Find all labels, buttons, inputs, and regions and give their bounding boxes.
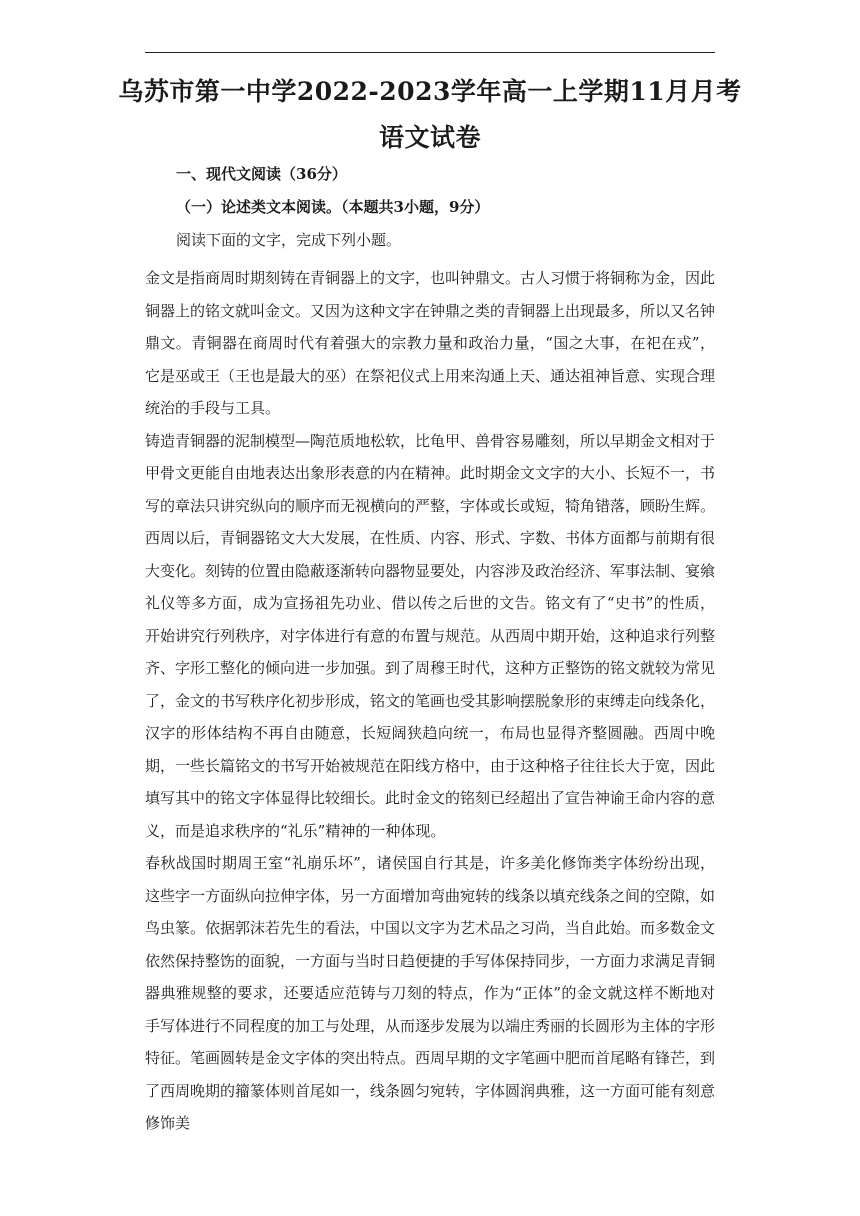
subsection-heading: （一）论述类文本阅读。（本题共3小题，9分） (176, 198, 490, 216)
exam-title-line1: 乌苏市第一中学2022-2023学年高一上学期11月月考 (118, 77, 742, 106)
passage-paragraph-1: 金文是指商周时期刻铸在青铜器上的文字，也叫钟鼎文。古人习惯于将铜称为金，因此铜器上的铭文就叫金文。又因为这种文字在钟鼎之类的青铜器上出现最多，所以又名钟鼎文。青铜器在商周时代有着强大的宗教力量和政治力量，“国之大事，在祀在戎”，它是巫或王（王也是最大的巫）在祭祀仪式上用来沟通上天、通达祖神旨意、实现合理统治的手段与工具。 (145, 269, 716, 417)
passage-paragraph-2: 铸造青铜器的泥制模型—陶范质地松软，比龟甲、兽骨容易雕刻，所以早期金文相对于甲骨文更能自由地表达出象形表意的内在精神。此时期金文文字的大小、长短不一，书写的章法只讲究纵向的顺序而无视横向的严整，字体或长或短，犄角错落，顾盼生辉。西周以后，青铜器铭文大大发展，在性质、内容、形式、字数、书体方面都与前期有很大变化。刻铸的位置由隐蔽逐渐转向器物显要处，内容涉及政治经济、军事法制、宴飨礼仪等多方面，成为宣扬祖先功业、借以传之后世的文告。铭文有了“史书”的性质，开始讲究行列秩序，对字体进行有意的布置与规范。从西周中期开始，这种追求行列整齐、字形工整化的倾向进一步加强。到了周穆王时代，这种方正整饬的铭文就较为常见了，金文的书写秩序化初步形成，铭文的笔画也受其影响摆脱象形的束缚走向线条化，汉字的形体结构不再自由随意，长短阔狭趋向统一，布局也显得齐整圆融。西周中晚期，一些长篇铭文的书写开始被规范在阳线方格中，由于这种格子往往长大于宽，因此填写其中的铭文字体显得比较细长。此时金文的铭刻已经超出了宣告神谕王命内容的意义，而是追求秩序的“礼乐”精神的一种体现。 (145, 431, 716, 840)
reading-instruction: 阅读下面的文字，完成下列小题。 (176, 231, 402, 249)
exam-title-line2: 语文试卷 (378, 123, 481, 152)
passage (145, 262, 715, 1140)
section-heading: 一、现代文阅读（36分） (176, 165, 347, 183)
passage-paragraph-3: 春秋战国时期周王室“礼崩乐坏”，诸侯国自行其是，许多美化修饰类字体纷纷出现，这些字一方面纵向拉伸字体，另一方面增加弯曲宛转的线条以填充线条之间的空隙，如鸟虫篆。依据郭沫若先生的看法，中国以文字为艺术品之习尚，当自此始。而多数金文依然保持整饬的面貌，一方面与当时日趋便捷的手写体保持同步，一方面力求满足青铜器典雅规整的要求，还要适应范铸与刀刻的特点，作为“正体”的金文就这样不断地对手写体进行不同程度的加工与处理，从而逐步发展为以端庄秀丽的长圆形为主体的字形特征。笔画圆转是金文字体的突出特点。西周早期的文字笔画中肥而首尾略有锋芒，到了西周晚期的籀篆体则首尾如一，线条圆匀宛转，字体圆润典雅，这一方面可能有刻意修饰美 (145, 854, 716, 1132)
header-rule (145, 52, 715, 53)
